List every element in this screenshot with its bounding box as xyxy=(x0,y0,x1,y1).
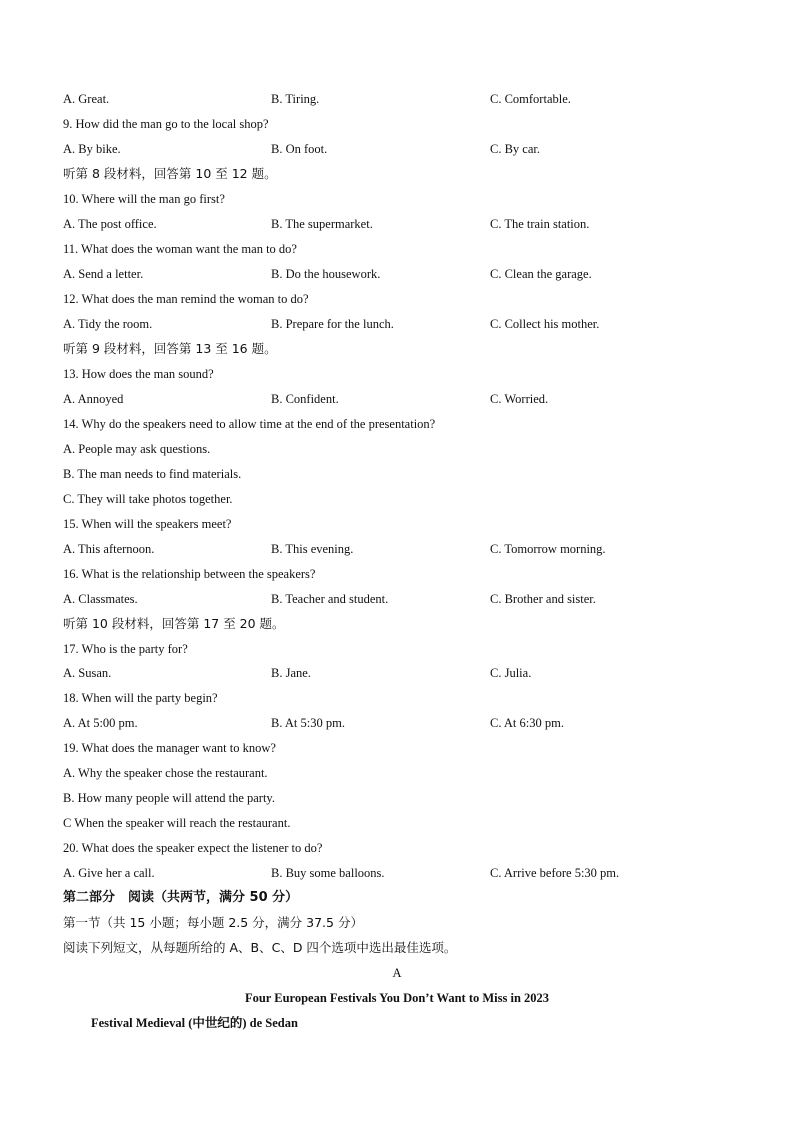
q14-stem: 14. Why do the speakers need to allow time at the end of the presentation? xyxy=(63,417,436,431)
q8-option-b: B. Tiring. xyxy=(271,92,320,106)
q8-option-a: A. Great. xyxy=(63,92,110,106)
part2-title: 第二部分 阅读（共两节，满分 50 分） xyxy=(63,890,299,905)
part2-instruction: 阅读下列短文，从每题所给的 A、B、C、D 四个选项中选出最佳选项。 xyxy=(63,940,457,955)
q18-option-c: C. At 6:30 pm. xyxy=(490,716,564,730)
q17-option-c: C. Julia. xyxy=(490,666,532,680)
q19-option-c: C When the speaker will reach the restaurant. xyxy=(63,816,291,830)
q19-stem: 19. What does the manager want to know? xyxy=(63,741,276,755)
q18-option-b: B. At 5:30 pm. xyxy=(271,716,345,730)
q15-option-b: B. This evening. xyxy=(271,542,354,556)
q17-option-a: A. Susan. xyxy=(63,666,112,680)
q13-option-a: A. Annoyed xyxy=(63,392,124,406)
q9-stem: 9. How did the man go to the local shop? xyxy=(63,117,269,131)
q18-option-a: A. At 5:00 pm. xyxy=(63,716,138,730)
section-9-heading: 听第 9 段材料，回答第 13 至 16 题。 xyxy=(63,341,277,356)
q20-option-a: A. Give her a call. xyxy=(63,866,155,880)
q13-option-c: C. Worried. xyxy=(490,392,549,406)
q10-stem: 10. Where will the man go first? xyxy=(63,192,225,206)
q12-option-a: A. Tidy the room. xyxy=(63,317,153,331)
q19-option-a: A. Why the speaker chose the restaurant. xyxy=(63,766,268,780)
q9-option-a: A. By bike. xyxy=(63,142,121,156)
q11-stem: 11. What does the woman want the man to do? xyxy=(63,242,297,256)
q12-option-c: C. Collect his mother. xyxy=(490,317,600,331)
q20-option-c: C. Arrive before 5:30 pm. xyxy=(490,866,620,880)
q9-option-c: C. By car. xyxy=(490,142,540,156)
q11-option-a: A. Send a letter. xyxy=(63,267,144,281)
section-10-heading: 听第 10 段材料，回答第 17 至 20 题。 xyxy=(63,616,285,631)
passage-letter: A xyxy=(392,966,402,980)
q12-option-b: B. Prepare for the lunch. xyxy=(271,317,394,331)
q15-option-a: A. This afternoon. xyxy=(63,542,155,556)
q13-stem: 13. How does the man sound? xyxy=(63,367,214,381)
q10-option-b: B. The supermarket. xyxy=(271,217,373,231)
q16-option-a: A. Classmates. xyxy=(63,592,138,606)
q16-option-b: B. Teacher and student. xyxy=(271,592,389,606)
q20-stem: 20. What does the speaker expect the listener to do? xyxy=(63,841,323,855)
q9-option-b: B. On foot. xyxy=(271,142,328,156)
q10-option-c: C. The train station. xyxy=(490,217,590,231)
q8-option-c: C. Comfortable. xyxy=(490,92,571,106)
q10-option-a: A. The post office. xyxy=(63,217,157,231)
q11-option-b: B. Do the housework. xyxy=(271,267,381,281)
q14-option-c: C. They will take photos together. xyxy=(63,492,233,506)
section-8-heading: 听第 8 段材料，回答第 10 至 12 题。 xyxy=(63,166,277,181)
q17-stem: 17. Who is the party for? xyxy=(63,642,188,656)
festival-subheading: Festival Medieval (中世纪的) de Sedan xyxy=(91,1016,298,1030)
q13-option-b: B. Confident. xyxy=(271,392,339,406)
q11-option-c: C. Clean the garage. xyxy=(490,267,592,281)
q16-stem: 16. What is the relationship between the speakers? xyxy=(63,567,316,581)
q15-option-c: C. Tomorrow morning. xyxy=(490,542,606,556)
q14-option-a: A. People may ask questions. xyxy=(63,442,211,456)
part2-section1-heading: 第一节（共 15 小题；每小题 2.5 分，满分 37.5 分） xyxy=(63,915,363,930)
q15-stem: 15. When will the speakers meet? xyxy=(63,517,232,531)
q14-option-b: B. The man needs to find materials. xyxy=(63,467,242,481)
q20-option-b: B. Buy some balloons. xyxy=(271,866,385,880)
q16-option-c: C. Brother and sister. xyxy=(490,592,596,606)
q12-stem: 12. What does the man remind the woman to do? xyxy=(63,292,309,306)
q19-option-b: B. How many people will attend the party. xyxy=(63,791,275,805)
passage-title: Four European Festivals You Don’t Want to Miss in 2023 xyxy=(244,991,550,1005)
q18-stem: 18. When will the party begin? xyxy=(63,691,218,705)
q17-option-b: B. Jane. xyxy=(271,666,311,680)
